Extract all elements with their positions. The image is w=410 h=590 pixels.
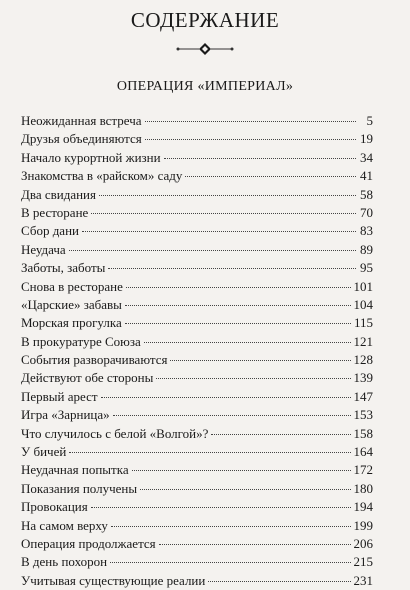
toc-entry [21, 388, 373, 406]
toc-entry-title: Показания получены [21, 480, 138, 496]
toc-entry-page: 128 [353, 352, 373, 368]
toc-entry [21, 351, 373, 369]
dot-leader [126, 287, 351, 288]
dot-leader [156, 378, 350, 379]
toc-entry-title: Сбор дани [21, 223, 79, 239]
toc-entry-title: Учитывая существующие реалии [21, 572, 206, 588]
dot-leader [145, 121, 357, 122]
toc-entry-page: 172 [353, 462, 373, 478]
toc-entry-title: На самом верху [21, 517, 108, 533]
page-title: СОДЕРЖАНИЕ [130, 8, 280, 32]
toc-entry [21, 425, 373, 443]
toc-entry-title: Неудачная попытка [21, 462, 129, 478]
toc-entry-title: Снова в ресторане [21, 278, 123, 294]
toc-entry-page: 231 [353, 572, 373, 588]
toc-entry-title: Провокация [21, 499, 88, 515]
dot-leader [170, 360, 350, 361]
ornament-divider-icon [175, 42, 235, 56]
toc-entry-title: Неудача [21, 241, 66, 257]
dot-leader [82, 231, 356, 232]
dot-leader [145, 139, 356, 140]
toc-entry-title: Действуют обе стороны [21, 370, 154, 386]
dot-leader [91, 213, 356, 214]
toc-entry [21, 149, 373, 167]
toc-entry [21, 535, 373, 553]
toc-entry-title: Друзья объединяются [21, 131, 142, 147]
dot-leader [211, 434, 350, 435]
toc-entry [21, 498, 373, 516]
toc-entry [21, 553, 373, 571]
dot-leader [208, 581, 350, 582]
toc-entry [21, 314, 373, 332]
toc-entry-page: 95 [360, 260, 373, 276]
toc-entry-title: Заботы, заботы [21, 260, 106, 276]
toc-entry-page: 89 [360, 241, 373, 257]
toc-entry [21, 333, 373, 351]
toc-entry [21, 112, 373, 130]
toc-entry [21, 278, 373, 296]
toc-entry-page: 83 [360, 223, 373, 239]
toc-entry-title: В ресторане [21, 204, 89, 220]
dot-leader [113, 415, 351, 416]
toc-entry-title: Два свидания [21, 186, 96, 202]
toc-entry-page: 104 [353, 296, 373, 312]
toc-entry-page: 215 [353, 554, 373, 570]
dot-leader [110, 562, 350, 563]
toc-entry-page: 194 [353, 499, 373, 515]
toc-entry [21, 443, 373, 461]
toc-entry-title: У бичей [21, 444, 67, 460]
dot-leader [125, 305, 351, 306]
dot-leader [144, 342, 351, 343]
toc-entry-title: Начало курортной жизни [21, 149, 161, 165]
toc-entry-page: 34 [360, 149, 373, 165]
toc-entry-title: События разворачиваются [21, 352, 168, 368]
dot-leader [91, 507, 351, 508]
dot-leader [108, 268, 356, 269]
toc-entry-page: 41 [360, 168, 373, 184]
toc-entry-page: 180 [353, 480, 373, 496]
toc-entry-page: 101 [353, 278, 373, 294]
toc-entry-page: 206 [353, 535, 373, 551]
toc-entry-title: В день похорон [21, 554, 108, 570]
dot-leader [140, 489, 350, 490]
toc-entry-title: Морская прогулка [21, 315, 122, 331]
toc-entry [21, 222, 373, 240]
toc-entry [21, 369, 373, 387]
dot-leader [69, 250, 356, 251]
toc-entry-page: 58 [360, 186, 373, 202]
toc-entry-page: 158 [353, 425, 373, 441]
toc-entry-title: «Царские» забавы [21, 296, 122, 312]
dot-leader [164, 158, 356, 159]
dot-leader [159, 544, 351, 545]
toc-entry-title: Знакомства в «райском» саду [21, 168, 183, 184]
toc-entry-title: Первый арест [21, 388, 98, 404]
toc-entry-title: Операция продолжается [21, 535, 156, 551]
toc-entry-page: 70 [360, 204, 373, 220]
toc-entry-page: 153 [353, 407, 373, 423]
toc-entry [21, 517, 373, 535]
toc-entry-page: 19 [360, 131, 373, 147]
section-title: ОПЕРАЦИЯ «ИМПЕРИАЛ» [116, 79, 294, 94]
toc-entry [21, 572, 373, 590]
toc-entry [21, 167, 373, 185]
toc-entry [21, 186, 373, 204]
toc-entry-page: 164 [353, 444, 373, 460]
dot-leader [111, 526, 351, 527]
dot-leader [101, 397, 351, 398]
toc-entry [21, 296, 373, 314]
toc-entry-page: 121 [353, 333, 373, 349]
toc-entry [21, 241, 373, 259]
toc-entry-title: Игра «Зарница» [21, 407, 110, 423]
toc-entry-page: 115 [353, 315, 373, 331]
dot-leader [99, 195, 356, 196]
dot-leader [132, 470, 351, 471]
dot-leader [125, 323, 351, 324]
toc-entry [21, 461, 373, 479]
toc-entry-page: 147 [353, 388, 373, 404]
toc-entry [21, 130, 373, 148]
toc-entry-page: 5 [366, 113, 373, 128]
toc-entry [21, 480, 373, 498]
dot-leader [69, 452, 350, 453]
toc-entry-title: В прокуратуре Союза [21, 333, 141, 349]
toc-entry [21, 204, 373, 222]
table-of-contents [21, 112, 373, 590]
dot-leader [185, 176, 356, 177]
toc-entry [21, 406, 373, 424]
toc-entry-title: Неожиданная встреча [21, 113, 142, 128]
toc-entry [21, 259, 373, 277]
toc-entry-page: 139 [353, 370, 373, 386]
toc-entry-title: Что случилось с белой «Волгой»? [21, 425, 209, 441]
toc-entry-page: 199 [353, 517, 373, 533]
